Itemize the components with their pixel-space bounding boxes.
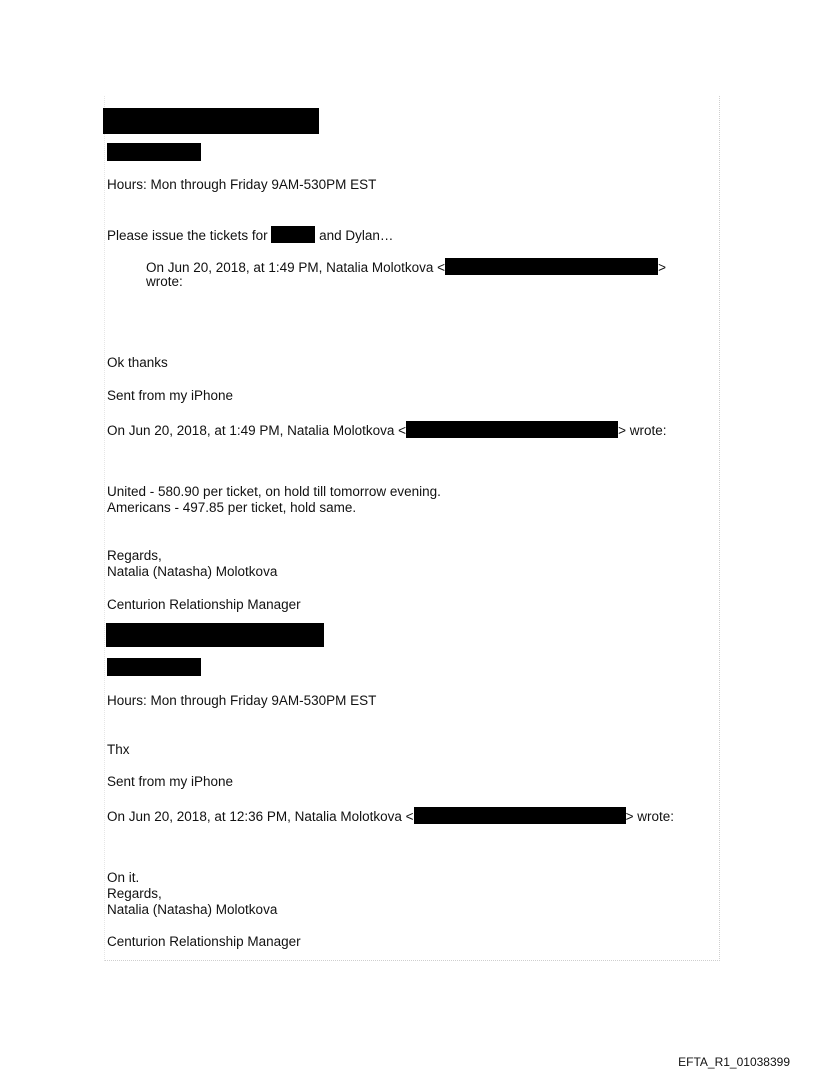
redaction-block (107, 143, 201, 161)
redaction-email (414, 807, 626, 824)
quote-suffix: > wrote: (625, 809, 674, 824)
mobile-signature: Sent from my iPhone (107, 774, 234, 789)
redaction-email (445, 258, 658, 275)
sender-name: Natalia (Natasha) Molotkova (107, 902, 278, 917)
request-prefix: Please issue the tickets for (107, 228, 268, 243)
redaction-block (107, 658, 201, 676)
redaction-block (106, 623, 324, 647)
quote-suffix: > wrote: (618, 423, 667, 438)
sender-title: Centurion Relationship Manager (107, 934, 301, 949)
request-suffix: and Dylan… (319, 228, 394, 243)
bates-number: EFTA_R1_01038399 (678, 1055, 790, 1069)
quote-header (146, 258, 666, 276)
redaction-inline (271, 226, 315, 243)
quote-wrote: wrote: (146, 274, 183, 289)
fare-line: United - 580.90 per ticket, on hold till tomorrow evening. (107, 484, 441, 499)
hours-line: Hours: Mon through Friday 9AM-530PM EST (107, 177, 377, 192)
sender-title: Centurion Relationship Manager (107, 597, 301, 612)
regards-line: Regards, (107, 886, 162, 901)
request-line (107, 226, 393, 244)
quote-header (107, 421, 666, 439)
message-body: Thx (107, 742, 130, 757)
message-body: Ok thanks (107, 355, 168, 370)
mobile-signature: Sent from my iPhone (107, 388, 234, 403)
redaction-block (103, 108, 319, 134)
fare-line: Americans - 497.85 per ticket, hold same. (107, 500, 357, 515)
quote-prefix: On Jun 20, 2018, at 12:36 PM, Natalia Molotkova < (107, 809, 414, 824)
hours-line: Hours: Mon through Friday 9AM-530PM EST (107, 693, 377, 708)
sender-name: Natalia (Natasha) Molotkova (107, 564, 278, 579)
quote-prefix: On Jun 20, 2018, at 1:49 PM, Natalia Molotkova < (146, 260, 446, 275)
redaction-email (406, 421, 618, 438)
regards-line: Regards, (107, 548, 162, 563)
quote-header (107, 807, 674, 825)
message-body: On it. (107, 870, 140, 885)
quote-suffix: > (658, 260, 666, 275)
quote-prefix: On Jun 20, 2018, at 1:49 PM, Natalia Molotkova < (107, 423, 407, 438)
